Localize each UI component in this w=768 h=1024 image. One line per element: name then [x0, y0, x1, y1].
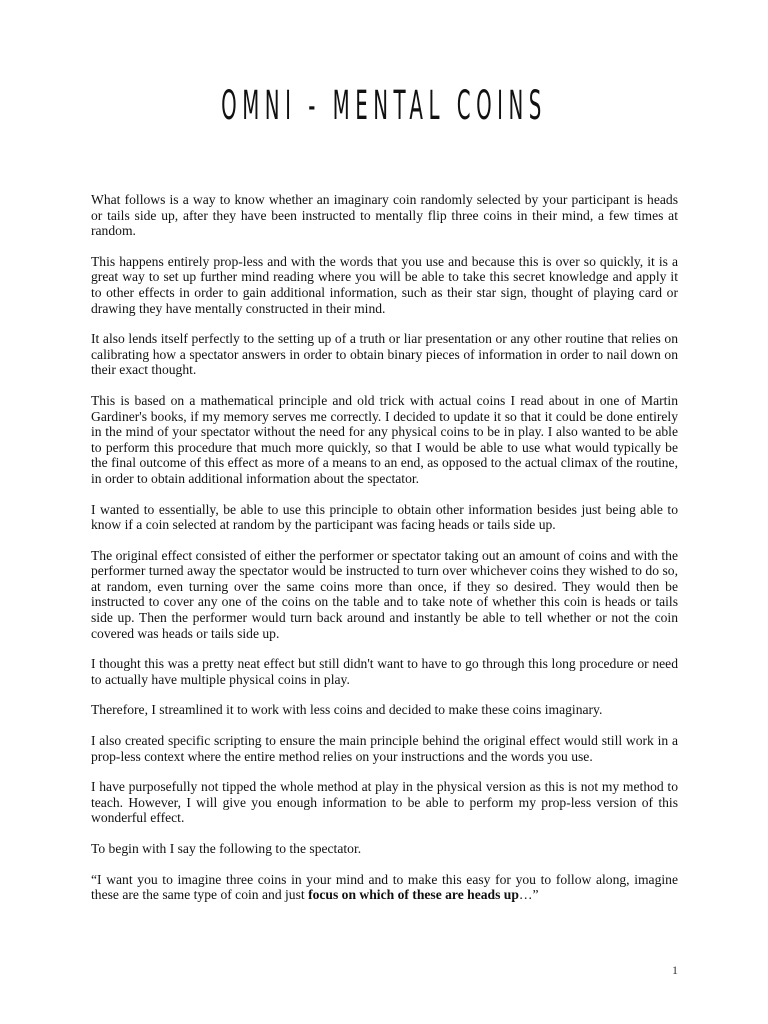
body-paragraph: [91, 393, 678, 487]
body-paragraph: [91, 548, 678, 642]
body-paragraph: [91, 656, 678, 687]
paragraph-text: I have purposefully not tipped the whole method at play in the physical version as this is not my method to teach. However, I will give you enough information to be able to perform my prop-less version of this wonderful effect.: [91, 779, 678, 826]
body-paragraph: [91, 331, 678, 378]
body-paragraph: [91, 841, 678, 857]
page-number: 1: [672, 963, 678, 977]
paragraph-text: The original effect consisted of either the performer or spectator taking out an amount of coins and with the performer turned away the spectator would be instructed to turn over whichever coins they wished to do so, at random, even turning over the same coins more than once, if they so desired. They would then be instructed to cover any one of the coins on the table and to take note of whether this coin is heads or tails side up. Then the performer would turn back around and instantly be able to tell whether or not the coin covered was heads or tails side up.: [91, 547, 678, 641]
emphasis-text: focus on which of these are heads up: [308, 887, 519, 903]
paragraph-text: What follows is a way to know whether an imaginary coin randomly selected by your participant is heads or tails side up, after they have been instructed to mentally flip three coins in their mind, a few times at random.: [91, 192, 678, 239]
body-paragraph: [91, 254, 678, 316]
paragraph-text: Therefore, I streamlined it to work with less coins and decided to make these coins imaginary.: [91, 702, 603, 718]
body-paragraph: [91, 192, 678, 239]
document-body: [91, 192, 678, 918]
paragraph-text: I also created specific scripting to ensure the main principle behind the original effect would still work in a prop-less context where the entire method relies on your instructions and the words you use.: [91, 733, 678, 764]
body-paragraph: [91, 733, 678, 764]
body-paragraph: [91, 702, 678, 718]
paragraph-text: I wanted to essentially, be able to use this principle to obtain other information besides just being able to know if a coin selected at random by the participant was facing heads or tails side up.: [91, 501, 678, 533]
paragraph-text: “I want you to imagine three coins in your mind and to make this easy for you to follow along, imagine these are the same type of coin and just: [91, 871, 678, 903]
body-paragraph: [91, 872, 678, 903]
paragraph-text: It also lends itself perfectly to the setting up of a truth or liar presentation or any other routine that relies on calibrating how a spectator answers in order to obtain binary pieces of information in order to nail down on their exact thought.: [91, 331, 678, 378]
paragraph-text: This happens entirely prop-less and with the words that you use and because this is over so quickly, it is a great way to set up further mind reading where you will be able to take this secret knowledge and apply it to other effects in order to gain additional information, such as their star sign, thought of playing card or drawing they have mentally constructed in their mind.: [91, 253, 678, 316]
body-paragraph: [91, 779, 678, 826]
paragraph-text: This is based on a mathematical principle and old trick with actual coins I read about in one of Martin Gardiner's books, if my memory serves me correctly. I decided to update it so that it could be done entirely in the mind of your spectator without the need for any physical coins to be in play. I also wanted to be able to perform this procedure that much more quickly, so that I would be able to use what would typically be the final outcome of this effect as more of a means to an end, as opposed to the actual climax of the routine, in order to obtain additional information about the spectator.: [91, 392, 678, 486]
document-title: OMNI - MENTAL COINS: [221, 83, 547, 129]
paragraph-text: To begin with I say the following to the spectator.: [91, 841, 362, 856]
body-paragraph: [91, 502, 678, 533]
paragraph-text: …”: [518, 887, 539, 903]
paragraph-text: I thought this was a pretty neat effect but still didn't want to have to go through this long procedure or need to actually have multiple physical coins in play.: [91, 656, 678, 687]
